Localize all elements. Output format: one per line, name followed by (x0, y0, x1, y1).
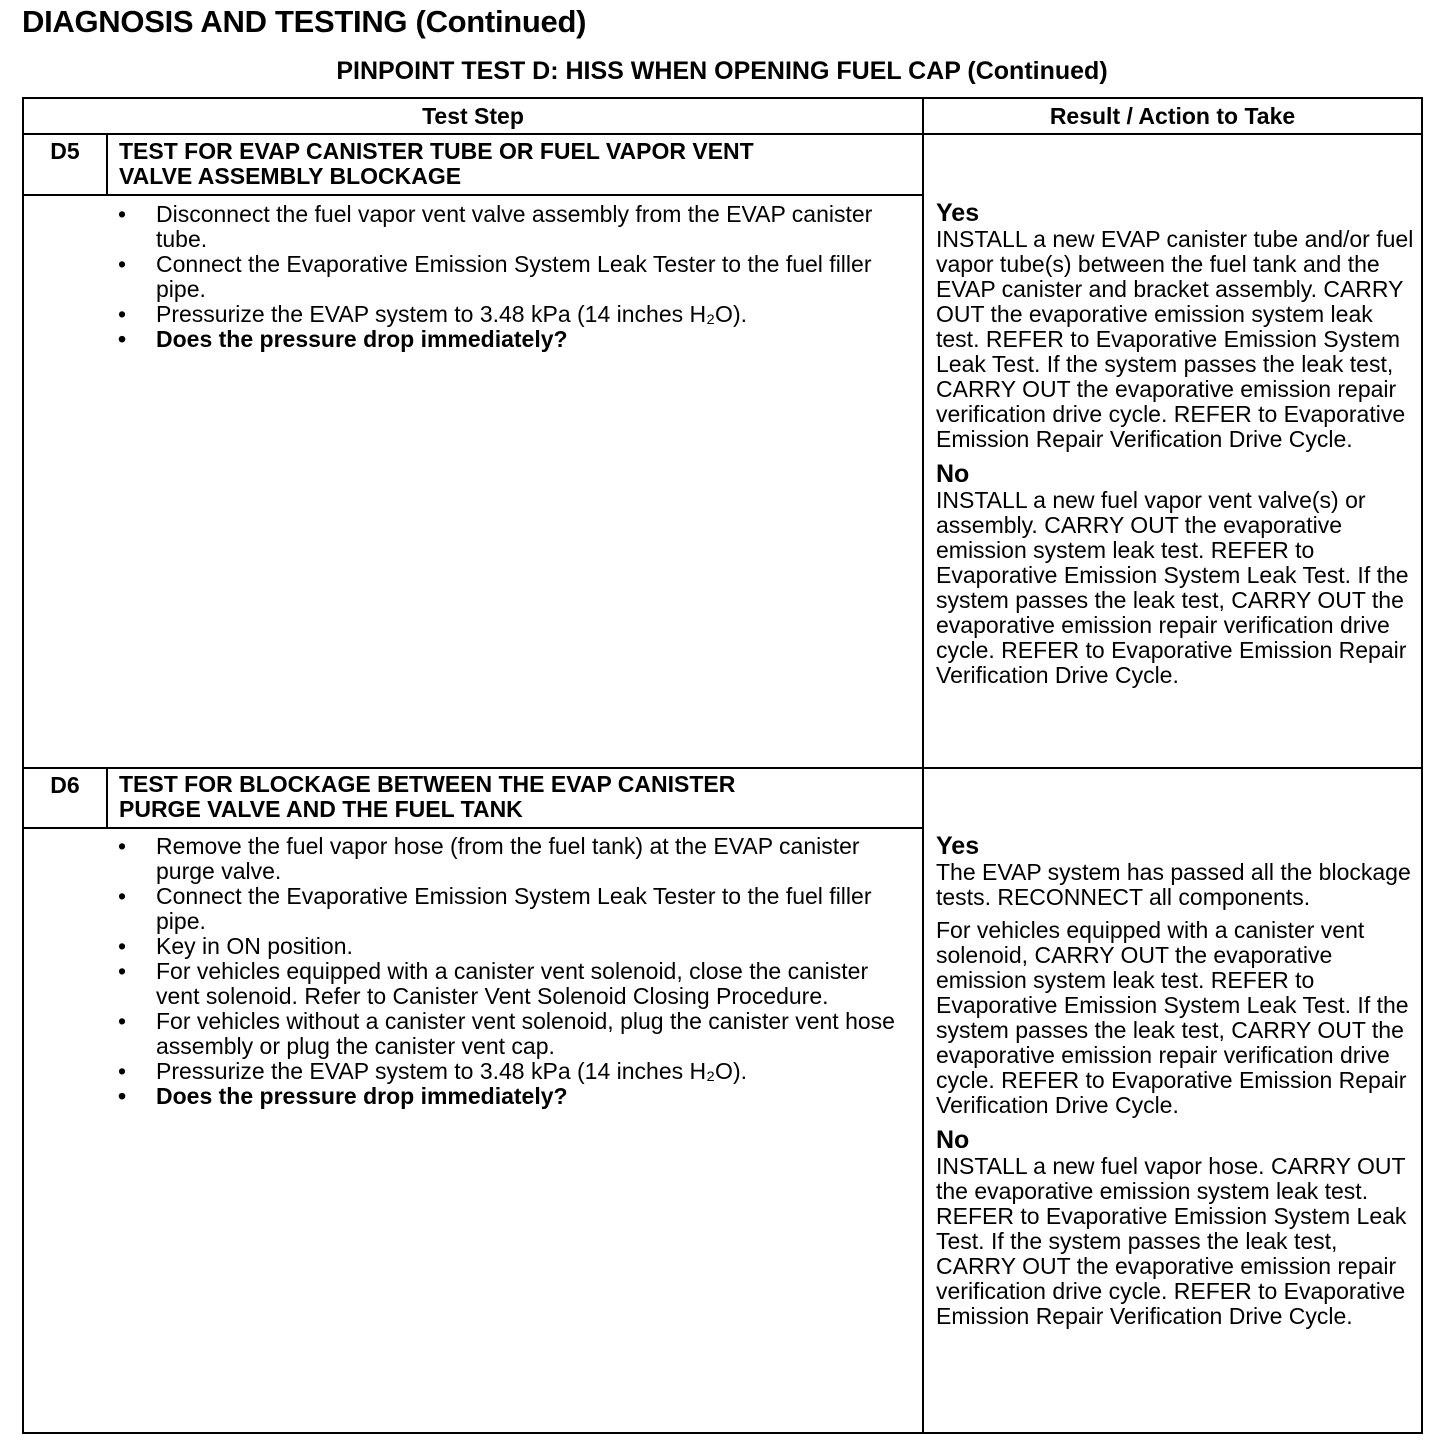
step-instructions (116, 834, 906, 1109)
step-id-divider (106, 135, 108, 195)
step-result (936, 832, 1422, 1329)
step-title-rule (24, 827, 922, 829)
result-yes-label: Yes (936, 832, 980, 860)
result-yes-label: Yes (936, 199, 980, 227)
step-title-line: PURGE VALVE AND THE FUEL TANK (119, 796, 523, 822)
page-title: DIAGNOSIS AND TESTING (Continued) (22, 4, 587, 39)
column-header-result: Result / Action to Take (1049, 103, 1296, 129)
instruction-item: • Remove the fuel vapor hose (from the fuel tank) at the EVAP canister purge valve. (116, 834, 906, 884)
step-title (119, 772, 909, 822)
step-title-rule (24, 194, 922, 196)
instruction-item: • Connect the Evaporative Emission System Leak Tester to the fuel filler pipe. (116, 884, 906, 934)
instruction-item: • For vehicles without a canister vent solenoid, plug the canister vent hose assembly or plug the canister vent cap. (116, 1009, 906, 1059)
step-title (119, 139, 909, 189)
step-instructions (116, 202, 906, 352)
result-no-text: INSTALL a new fuel vapor vent valve(s) or assembly. CARRY OUT the evaporative emission system leak test. REFER to Evaporative Emission System Leak Test. If the system passes the leak test, CARRY OUT the evaporative emission repair verification drive cycle. REFER to Evaporative Emission Repair Verification Drive Cycle. (936, 487, 1409, 688)
instruction-item: • Connect the Evaporative Emission System Leak Tester to the fuel filler pipe. (116, 252, 906, 302)
result-yes-text: The EVAP system has passed all the blockage tests. RECONNECT all components. (936, 859, 1411, 910)
pinpoint-test-title: PINPOINT TEST D: HISS WHEN OPENING FUEL CAP (Continued) (336, 57, 1108, 85)
instruction-item: • Key in ON position. (116, 934, 906, 959)
step-id: D5 (50, 138, 80, 164)
result-yes-text: INSTALL a new EVAP canister tube and/or fuel vapor tube(s) between the fuel tank and the EVAP canister and bracket assembly. CARRY OUT the evaporative emission system leak test. REFER to Evaporative Emission System Leak Test. If the system passes the leak test, CARRY OUT the evaporative emission repair verification drive cycle. REFER to Evaporative Emission Repair Verification Drive Cycle. (936, 226, 1414, 452)
instruction-item: • Pressurize the EVAP system to 3.48 kPa (14 inches H₂O). (116, 1059, 906, 1084)
instruction-question: • Does the pressure drop immediately? (116, 327, 906, 352)
result-no-label: No (936, 460, 970, 488)
step-title-line: VALVE ASSEMBLY BLOCKAGE (119, 163, 462, 189)
column-header-test-step: Test Step (422, 103, 524, 129)
step-result (936, 199, 1422, 688)
instruction-item: • For vehicles equipped with a canister vent solenoid, close the canister vent solenoid. Refer to Canister Vent Solenoid Closing Procedure. (116, 959, 906, 1009)
step-title-line: TEST FOR BLOCKAGE BETWEEN THE EVAP CANISTER (119, 771, 736, 797)
column-divider (922, 99, 924, 1432)
result-no-text: INSTALL a new fuel vapor hose. CARRY OUT the evaporative emission system leak test. REFER to Evaporative Emission System Leak Test. If the system passes the leak test, CARRY OUT the evaporative emission repair verification drive cycle. REFER to Evaporative Emission Repair Verification Drive Cycle. (936, 1153, 1407, 1329)
step-separator (24, 767, 1421, 769)
step-id: D6 (50, 772, 80, 798)
pinpoint-test-table (22, 97, 1423, 1434)
instruction-item: • Pressurize the EVAP system to 3.48 kPa (14 inches H₂O). (116, 302, 906, 327)
result-no-label: No (936, 1126, 970, 1154)
step-title-line: TEST FOR EVAP CANISTER TUBE OR FUEL VAPOR VENT (119, 138, 754, 164)
step-id-divider (106, 769, 108, 829)
result-yes-text-2: For vehicles equipped with a canister vent solenoid, CARRY OUT the evaporative emission system leak test. REFER to Evaporative Emission System Leak Test. If the system passes the leak test, CARRY OUT the evaporative emission repair verification drive cycle. REFER to Evaporative Emission Repair Verification Drive Cycle. (936, 917, 1409, 1118)
instruction-item: • Disconnect the fuel vapor vent valve assembly from the EVAP canister tube. (116, 202, 906, 252)
header-rule (24, 133, 1421, 135)
instruction-question: • Does the pressure drop immediately? (116, 1084, 906, 1109)
